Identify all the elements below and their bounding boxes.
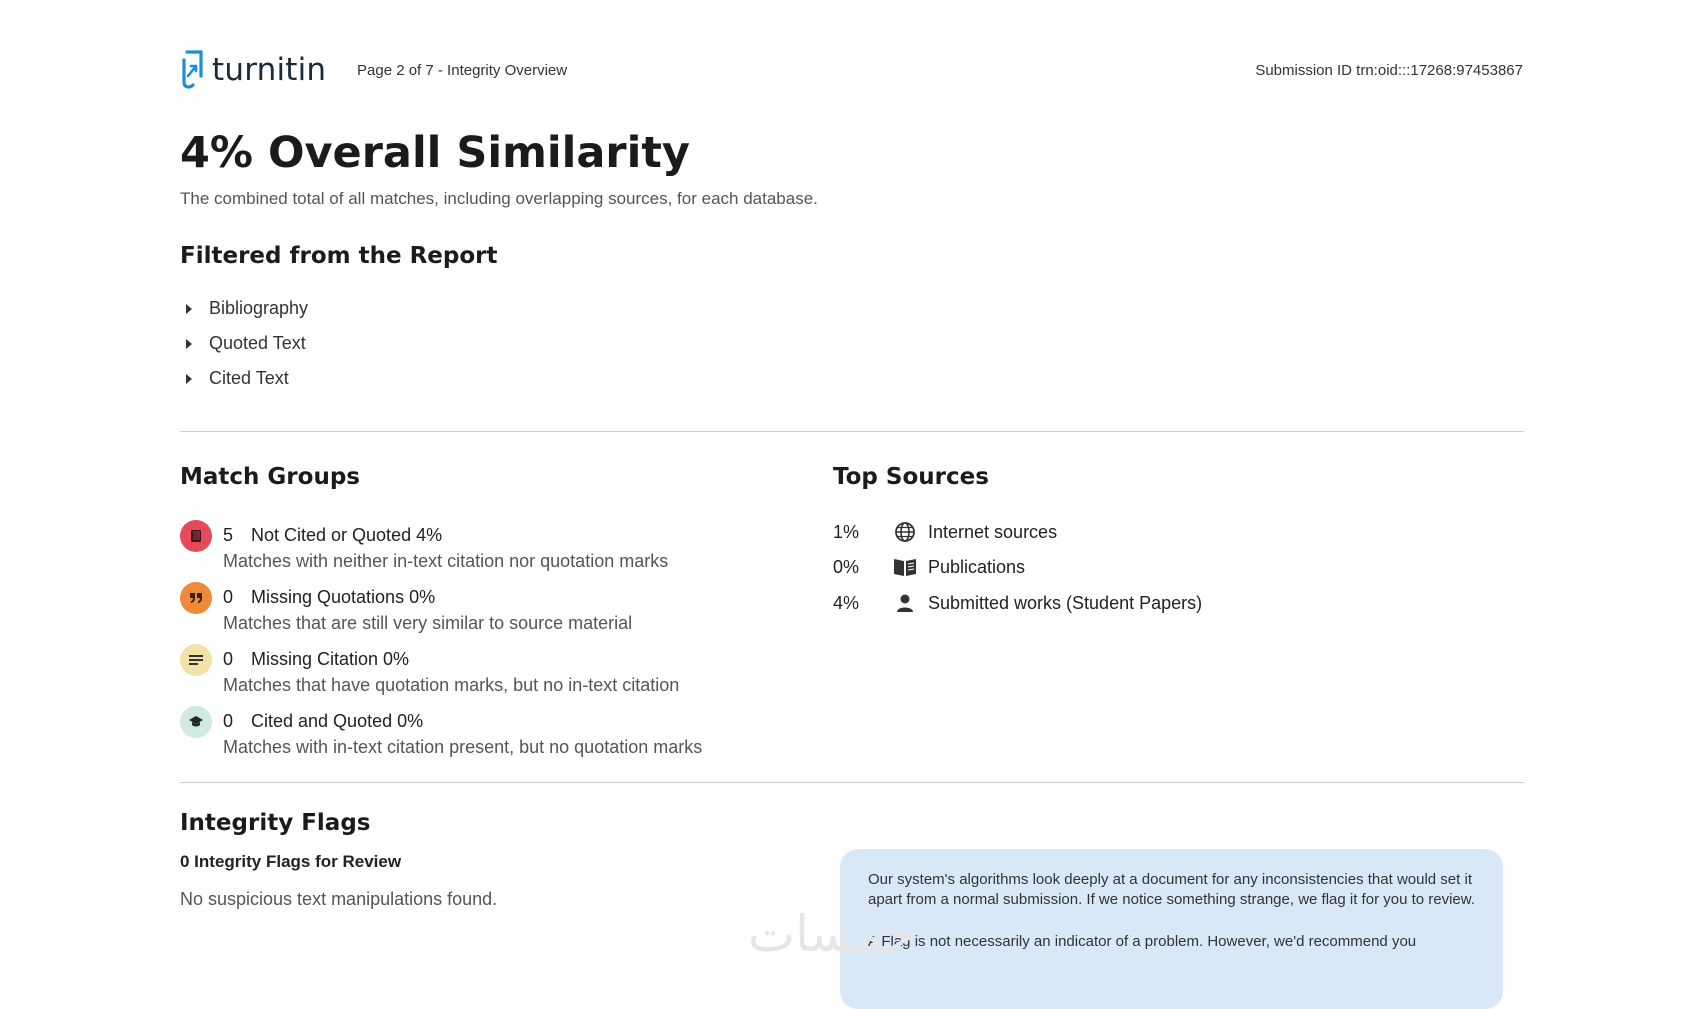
watermark-logo: خمسات	[748, 905, 915, 963]
integrity-info-box	[840, 849, 1503, 1009]
source-pct: 4%	[833, 592, 860, 613]
match-group-desc: Matches that have quotation marks, but no in-text citation	[223, 675, 680, 695]
caret-right-icon	[186, 304, 192, 314]
top-sources-title: Top Sources	[833, 464, 989, 490]
caret-right-icon	[186, 374, 192, 384]
source-pct: 1%	[833, 521, 860, 542]
submission-id: Submission ID trn:oid:::17268:97453867	[1255, 62, 1523, 79]
source-row-submitted-works	[833, 591, 1202, 615]
match-group-count: 0	[223, 711, 234, 731]
integrity-flags-status: No suspicious text manipulations found.	[180, 889, 498, 909]
section-divider	[180, 782, 1524, 783]
globe-icon	[893, 520, 917, 544]
section-divider	[180, 431, 1524, 432]
match-group-label: Missing Quotations 0%	[251, 587, 436, 607]
page-info: Page 2 of 7 - Integrity Overview	[357, 62, 568, 79]
match-group-label: Missing Citation 0%	[251, 649, 410, 669]
turnitin-logo-icon	[180, 48, 206, 92]
source-label: Internet sources	[928, 521, 1058, 542]
page-subtitle: The combined total of all matches, including overlapping sources, for each database.	[180, 189, 818, 208]
match-group-desc: Matches with neither in-text citation nor quotation marks	[223, 551, 669, 571]
match-group-desc: Matches with in-text citation present, but no quotation marks	[223, 737, 703, 757]
book-icon	[180, 520, 212, 552]
filtered-list	[186, 291, 308, 396]
filter-item-label: Quoted Text	[209, 333, 306, 353]
match-group-count: 0	[223, 649, 234, 669]
match-group-label: Not Cited or Quoted 4%	[251, 525, 443, 545]
filter-item	[186, 326, 308, 361]
filter-item	[186, 361, 308, 396]
source-row-publications	[833, 555, 1025, 579]
source-label: Publications	[928, 556, 1026, 577]
filter-item-label: Cited Text	[209, 368, 289, 388]
caret-right-icon	[186, 339, 192, 349]
match-group-desc: Matches that are still very similar to source material	[223, 613, 633, 633]
lines-icon	[180, 644, 212, 676]
logo-text: turnitin	[212, 52, 327, 88]
match-group-count: 5	[223, 525, 234, 545]
open-book-icon	[893, 555, 917, 579]
source-label: Submitted works (Student Papers)	[928, 592, 1203, 613]
match-group-label: Cited and Quoted 0%	[251, 711, 424, 731]
filter-item-label: Bibliography	[209, 298, 309, 318]
integrity-flags-title: Integrity Flags	[180, 810, 371, 836]
info-paragraph: Our system's algorithms look deeply at a document for any inconsistencies that would set it apart from a normal submission. If we notice something strange, we flag it for you to review.	[868, 871, 1475, 908]
turnitin-logo	[180, 48, 326, 92]
quote-icon	[180, 582, 212, 614]
match-group-count: 0	[223, 587, 234, 607]
source-row-internet	[833, 520, 1057, 544]
graduation-cap-icon	[180, 706, 212, 738]
page-title: 4% Overall Similarity	[180, 128, 690, 178]
source-pct: 0%	[833, 556, 860, 577]
person-icon	[893, 591, 917, 615]
filter-item	[186, 291, 308, 326]
match-groups-title: Match Groups	[180, 464, 360, 490]
integrity-flags-count: 0 Integrity Flags for Review	[180, 852, 402, 871]
filtered-section-title: Filtered from the Report	[180, 243, 498, 269]
info-paragraph: A Flag is not necessarily an indicator of a problem. However, we'd recommend you	[868, 933, 1417, 950]
